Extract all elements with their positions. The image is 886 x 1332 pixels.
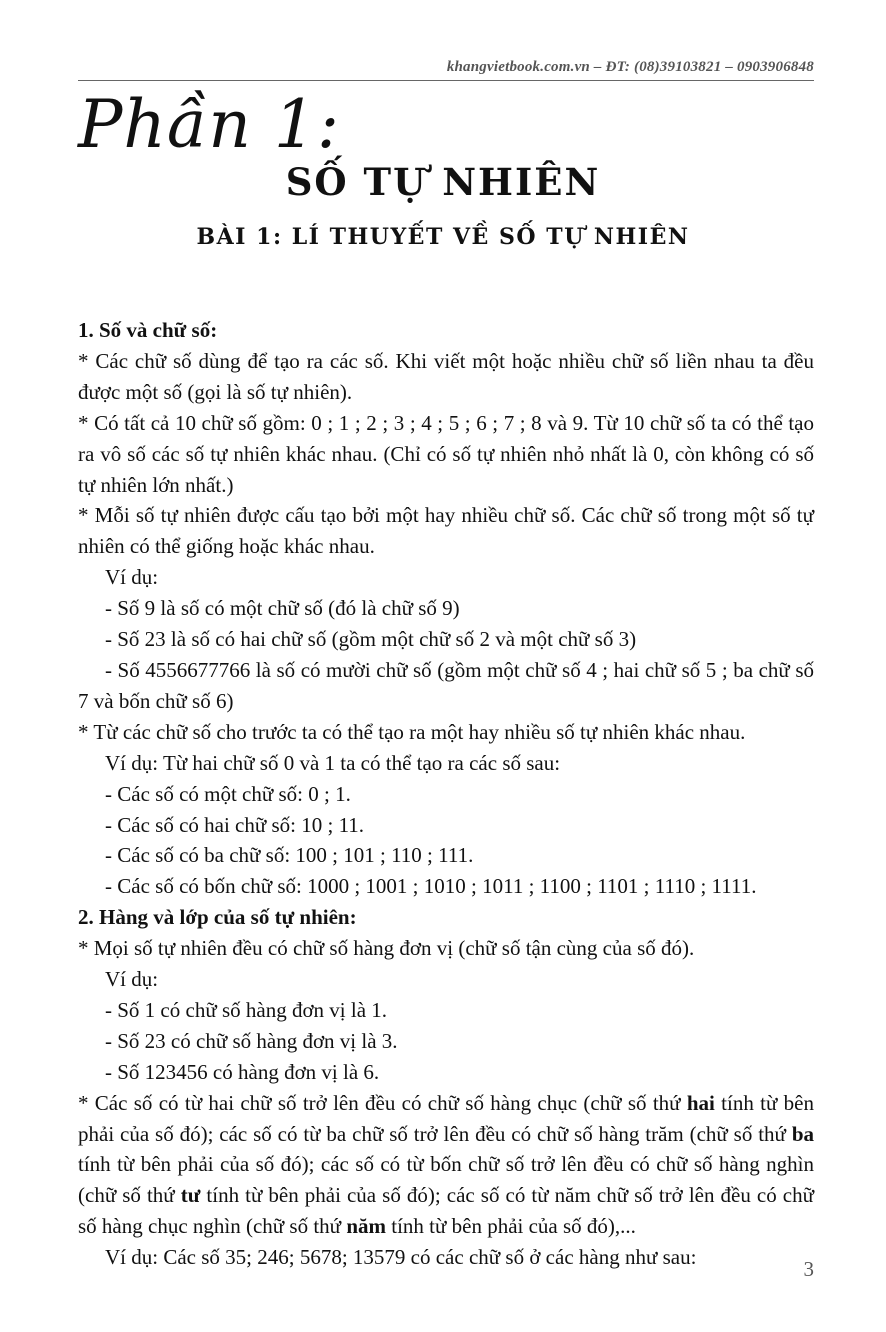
chapter-title: SỐ TỰ NHIÊN bbox=[285, 160, 601, 204]
text-run: * Các số có từ hai chữ số trở lên đều có chữ số hàng chục (chữ số thứ bbox=[78, 1090, 687, 1115]
page-number: 3 bbox=[803, 1257, 814, 1281]
text-run: tính từ bên phải của số đó); các số có từ ba chữ số trở lên đều có chữ số hàng trăm (chữ số thứ bbox=[78, 1090, 814, 1146]
example-item: - Số 23 có chữ số hàng đơn vị là 3. bbox=[105, 1028, 398, 1053]
text-run: tính từ bên phải của số đó),... bbox=[386, 1214, 636, 1239]
lesson-content bbox=[78, 315, 814, 1273]
paragraph: * Các chữ số dùng để tạo ra các số. Khi viết một hoặc nhiều chữ số liền nhau ta đều được một số (gọi là số tự nhiên). bbox=[78, 348, 814, 404]
example-item: - Các số có ba chữ số: 100 ; 101 ; 110 ; 111. bbox=[105, 843, 474, 868]
paragraph bbox=[78, 1088, 814, 1243]
paragraph: * Mọi số tự nhiên đều có chữ số hàng đơn vị (chữ số tận cùng của số đó). bbox=[78, 936, 695, 961]
paragraph: * Có tất cả 10 chữ số gồm: 0 ; 1 ; 2 ; 3 ; 4 ; 5 ; 6 ; 7 ; 8 và 9. Từ 10 chữ số ta có thể tạo ra vô số các số tự nhiên khác nhau. (Chỉ có số tự nhiên nhỏ nhất là 0, còn không có số tự nhiên lớn nhất.) bbox=[78, 410, 814, 497]
example-item-long: - Số 4556677766 là số có mười chữ số (gồm một chữ số 4 ; hai chữ số 5 ; ba chữ số 7 và bốn chữ số 6) bbox=[78, 657, 814, 713]
section-heading-1: 1. Số và chữ số: bbox=[78, 318, 218, 342]
example-item: - Số 1 có chữ số hàng đơn vị là 1. bbox=[105, 997, 388, 1022]
example-item: - Các số có một chữ số: 0 ; 1. bbox=[105, 781, 351, 806]
emphasis-word: hai bbox=[686, 1090, 715, 1115]
emphasis-word: năm bbox=[346, 1214, 386, 1239]
lesson-title: BÀI 1: LÍ THUYẾT VỀ SỐ TỰ NHIÊN bbox=[196, 224, 690, 250]
example-label: Ví dụ: bbox=[105, 565, 159, 590]
section-heading-2: 2. Hàng và lớp của số tự nhiên: bbox=[78, 905, 357, 930]
page-header: khangvietbook.com.vn – ĐT: (08)39103821 – 0903906848 bbox=[446, 59, 814, 75]
example-item: - Số 123456 có hàng đơn vị là 6. bbox=[105, 1059, 380, 1084]
header-rule bbox=[78, 80, 814, 81]
paragraph: * Mỗi số tự nhiên được cấu tạo bởi một hay nhiều chữ số. Các chữ số trong một số tự nhiên có thể giống hoặc khác nhau. bbox=[78, 503, 814, 559]
emphasis-word: tư bbox=[180, 1183, 201, 1208]
example-label: Ví dụ: Từ hai chữ số 0 và 1 ta có thể tạo ra các số sau: bbox=[105, 750, 561, 775]
example-item: - Các số có bốn chữ số: 1000 ; 1001 ; 1010 ; 1011 ; 1100 ; 1101 ; 1110 ; 1111. bbox=[105, 874, 757, 899]
paragraph: * Từ các chữ số cho trước ta có thể tạo ra một hay nhiều số tự nhiên khác nhau. bbox=[78, 719, 746, 744]
example-label: Ví dụ: bbox=[105, 967, 159, 992]
example-item: - Số 9 là số có một chữ số (đó là chữ số 9) bbox=[105, 596, 460, 621]
example-item: - Số 23 là số có hai chữ số (gồm một chữ số 2 và một chữ số 3) bbox=[105, 627, 637, 652]
part-heading: Phần 1: bbox=[78, 86, 341, 163]
text-run: tính từ bên phải của số đó); các số có từ bốn chữ số trở lên đều có chữ số hàng nghìn (chữ số thứ bbox=[78, 1152, 814, 1208]
example-item: - Các số có hai chữ số: 10 ; 11. bbox=[105, 812, 365, 837]
example-label: Ví dụ: Các số 35; 246; 5678; 13579 có các chữ số ở các hàng như sau: bbox=[105, 1245, 697, 1270]
emphasis-word: ba bbox=[791, 1121, 814, 1146]
text-run: tính từ bên phải của số đó); các số có từ năm chữ số trở lên đều có chữ số hàng chục nghìn (chữ số thứ bbox=[78, 1183, 814, 1239]
